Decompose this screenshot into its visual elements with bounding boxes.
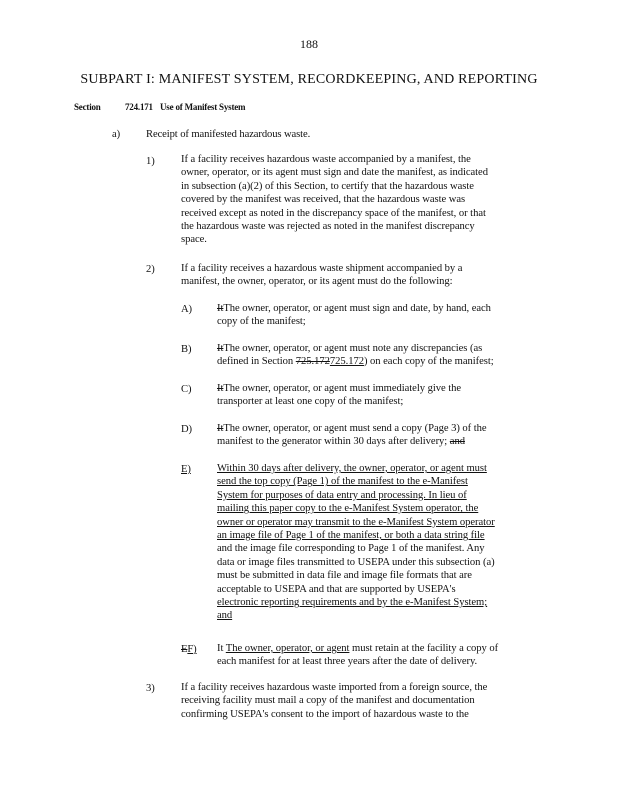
- item-2f-line: each manifest for at least three years after the date of delivery.: [217, 656, 478, 668]
- subsection-a-text: Receipt of manifested hazardous waste.: [146, 129, 311, 140]
- item-2e-line: System for purposes of data entry and processing. In lieu of: [217, 489, 467, 501]
- item-2e-line: and: [217, 610, 233, 622]
- item-1-line: owner, operator, or its agent must sign and date the manifest, as indicated: [181, 167, 488, 179]
- inserted-section-ref: 725.172: [329, 356, 364, 368]
- item-2c-paragraph: [217, 382, 547, 409]
- inserted-marker: F): [187, 644, 197, 655]
- item-1-line: space.: [181, 234, 207, 246]
- section-label: Section: [74, 102, 101, 112]
- item-2f-marker: [181, 643, 197, 656]
- item-1-line: the hazardous waste was rejected as noted in the manifest discrepancy: [181, 221, 475, 233]
- item-2e-marker: E): [181, 464, 191, 475]
- item-2e-line: mailing this paper copy to the e-Manifest System operator, the: [217, 503, 479, 515]
- item-2e-line: acceptable to USEPA and that are supported by USEPA's: [217, 583, 456, 595]
- item-3-line: confirming USEPA's consent to the import of hazardous waste to the: [181, 708, 469, 720]
- item-2b-line: The owner, operator, or agent must note any discrepancies (as: [223, 343, 483, 354]
- item-3-marker: 3): [146, 683, 155, 694]
- struck-marker: E: [181, 644, 188, 655]
- struck-text: It: [217, 343, 224, 354]
- item-1-line: covered by the manifest was received, that the hazardous waste was: [181, 194, 466, 206]
- page-number: 188: [300, 37, 318, 51]
- item-2f-pre: It: [217, 643, 224, 654]
- item-2d-line: The owner, operator, or agent must send a copy (Page 3) of the: [223, 423, 487, 434]
- item-2a-marker: A): [181, 304, 192, 315]
- subpart-heading: SUBPART I: MANIFEST SYSTEM, RECORDKEEPING, AND REPORTING: [80, 72, 538, 87]
- item-2-line: manifest, the owner, operator, or its agent must do the following:: [181, 276, 453, 288]
- item-2e-line: and the image file corresponding to Page 1 of the manifest. Any: [217, 543, 485, 555]
- item-2e-line: owner or operator may transmit to the e-Manifest System operator: [217, 516, 495, 528]
- subsection-a-marker: a): [112, 129, 121, 140]
- item-3-line: receiving facility must mail a copy of the manifest and documentation: [181, 695, 475, 707]
- item-2a-line: The owner, operator, or agent must sign and date, by hand, each: [223, 303, 491, 314]
- item-2e-line: Within 30 days after delivery, the owner, operator, or agent must: [217, 463, 487, 474]
- item-2e-line: an image file of Page 1 of the manifest, or both a data string file: [217, 530, 485, 542]
- section-number: 724.171: [125, 102, 153, 112]
- item-2b-marker: B): [181, 344, 192, 355]
- struck-text: It: [217, 423, 224, 434]
- item-1-line: If a facility receives hazardous waste accompanied by a manifest, the: [181, 154, 471, 165]
- struck-text: It: [217, 383, 224, 394]
- item-1-line: in subsection (a)(2) of this Section, to certify that the hazardous waste: [181, 180, 474, 192]
- item-2b-paragraph: [217, 342, 547, 369]
- item-2e-line: send the top copy (Page 1) of the manifest to the e-Manifest: [217, 476, 468, 488]
- item-2c-line: transporter at least one copy of the manifest;: [217, 396, 404, 408]
- item-2e-paragraph: [217, 462, 547, 623]
- item-2d-line: manifest to the generator within 30 days after delivery;: [217, 436, 448, 448]
- item-2-line: If a facility receives a hazardous waste shipment accompanied by a: [181, 263, 463, 274]
- item-2-marker: 2): [146, 264, 155, 275]
- item-2-paragraph: [181, 262, 541, 289]
- item-2c-line: The owner, operator, or agent must immediately give the: [223, 383, 462, 394]
- item-3-paragraph: [181, 681, 541, 721]
- item-3-line: If a facility receives hazardous waste imported from a foreign source, the: [181, 682, 488, 693]
- item-2a-paragraph: [217, 302, 547, 329]
- inserted-owner-text: The owner, operator, or agent: [225, 643, 350, 654]
- section-title: Use of Manifest System: [160, 102, 246, 112]
- struck-and: and: [449, 436, 465, 448]
- item-2f-line: must retain at the facility a copy of: [349, 643, 499, 654]
- item-2e-line: must be submitted in data file and image file formats that are: [217, 570, 472, 582]
- item-2a-line: copy of the manifest;: [217, 316, 306, 328]
- item-2e-line: electronic reporting requirements and by the e-Manifest System;: [217, 597, 488, 609]
- item-2d-paragraph: [217, 422, 547, 449]
- item-1-marker: 1): [146, 156, 155, 167]
- item-2c-marker: C): [181, 384, 192, 395]
- item-2b-line: ) on each copy of the manifest;: [363, 356, 494, 368]
- struck-section-ref: 725.172: [295, 356, 330, 368]
- item-2d-marker: D): [181, 424, 192, 435]
- item-2f-paragraph: [217, 642, 547, 669]
- item-1-line: received except as noted in the discrepancy space of the manifest, or that: [181, 207, 486, 219]
- item-1-paragraph: [181, 153, 541, 247]
- item-2b-line: defined in Section: [217, 356, 296, 368]
- item-2e-line: data or image files transmitted to USEPA under this subsection (a): [217, 556, 495, 568]
- struck-text: It: [217, 303, 224, 314]
